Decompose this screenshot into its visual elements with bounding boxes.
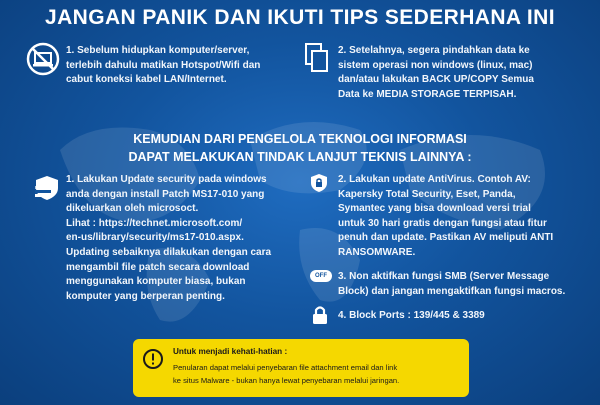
- tip-disable-smb: 3. Non aktifkan fungsi SMB (Server Message Block) dan jangan mengaktifkan fungsi macros.: [338, 271, 566, 297]
- page-title: JANGAN PANIK DAN IKUTI TIPS SEDERHANA INI: [45, 6, 555, 29]
- warning-box: [133, 339, 469, 397]
- tip-update-antivirus: 2. Lakukan update AntiVirus. Contoh AV: Kapersky Total Security, Eset, Panda, Symantec yang bisa download versi trial untuk 30 hari gratis dengan fungsi atau fitur penuh dan update. Pastikan AV meliputi ANTI RANSOMWARE.: [338, 174, 554, 258]
- antivirus-shield-icon: [310, 173, 328, 193]
- tip-block-ports: 4. Block Ports : 139/445 & 3389: [338, 310, 485, 321]
- section-heading: KEMUDIAN DARI PENGELOLA TEKNOLOGI INFORMASI DAPAT MELAKUKAN TINDAK LANJUT TEKNIS LAINNYA :: [128, 132, 472, 164]
- tip-backup-data: 2. Setelahnya, segera pindahkan data ke sistem operasi non windows (linux, mac) dan/atau lakukan BACK UP/COPY Semua Data ke MEDIA STORAGE TERPISAH.: [338, 45, 534, 100]
- toggle-off-icon: OFF: [310, 270, 332, 282]
- security-update-icon: [32, 174, 62, 202]
- warning-icon: [143, 349, 163, 369]
- tip-install-patch: 1. Lakukan Update security pada windows anda dengan install Patch MS17-010 yang dikeluarkan oleh microsoct. Lihat : https://technet.microsoft.com/ en-us/library/security/ms17-010.aspx. Updating sebaiknya dilakukan dengan cara mengambil file patch secara download menggunakan komputer biasa, bukan komputer yang berperan penting.: [66, 174, 272, 302]
- warning-body: Penularan dapat melalui penyebaran file attachment email dan link ke situs Malware - bukan hanya lewat penyebaran melalui jaringan.: [173, 363, 400, 385]
- warning-title: Untuk menjadi kehati-hatian :: [173, 347, 288, 356]
- tip-disconnect-network: 1. Sebelum hidupkan komputer/server, terlebih dahulu matikan Hotspot/Wifi dan cabut koneksi kabel LAN/Internet.: [66, 45, 261, 86]
- no-network-icon: [26, 42, 60, 76]
- copy-files-icon: [304, 42, 330, 74]
- padlock-icon: [312, 305, 328, 325]
